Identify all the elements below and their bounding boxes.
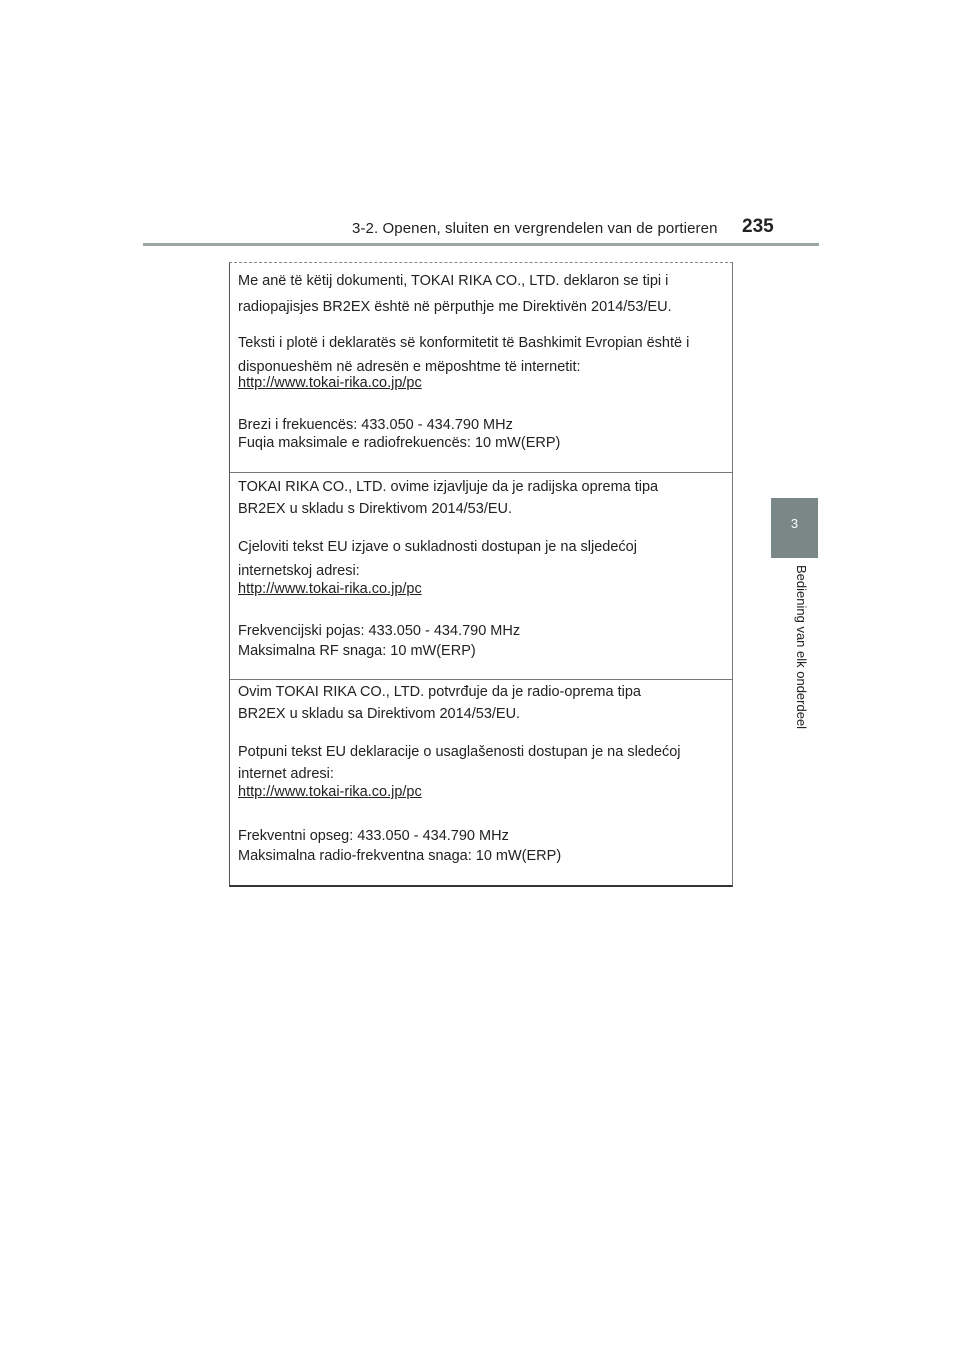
declaration-url-link[interactable]: http://www.tokai-rika.co.jp/pc	[238, 784, 422, 800]
declaration-line: disponueshëm në adresën e mëposhtme të internetit:	[238, 359, 581, 375]
declaration-line: Me anë të këtij dokumenti, TOKAI RIKA CO., LTD. deklaron se tipi i	[238, 273, 669, 289]
declaration-line: Potpuni tekst EU deklaracije o usaglašenosti dostupan je na sledećoj	[238, 744, 681, 760]
declaration-url-link[interactable]: http://www.tokai-rika.co.jp/pc	[238, 375, 422, 391]
declaration-section-croatian	[230, 472, 732, 680]
page-number: 235	[742, 216, 774, 237]
declaration-line: Teksti i plotë i deklaratës së konformitetit të Bashkimit Evropian është i	[238, 335, 690, 351]
declaration-section-serbian	[230, 679, 732, 886]
declaration-line: radiopajisjes BR2EX është në përputhje me Direktivën 2014/53/EU.	[238, 299, 672, 315]
declaration-line: Frekventni opseg: 433.050 - 434.790 MHz	[238, 828, 509, 844]
declaration-line: Ovim TOKAI RIKA CO., LTD. potvrđuje da je radio-oprema tipa	[238, 684, 641, 700]
chapter-tab: 3	[771, 498, 818, 558]
declaration-line: Brezi i frekuencës: 433.050 - 434.790 MHz	[238, 417, 513, 433]
declaration-line: TOKAI RIKA CO., LTD. ovime izjavljuje da je radijska oprema tipa	[238, 479, 659, 495]
declaration-line: Maksimalna RF snaga: 10 mW(ERP)	[238, 643, 476, 659]
declaration-section-albanian	[230, 263, 732, 472]
declaration-url-link[interactable]: http://www.tokai-rika.co.jp/pc	[238, 581, 422, 597]
declaration-line: internetskoj adresi:	[238, 563, 360, 579]
header-divider	[143, 243, 819, 246]
declaration-line: Cjeloviti tekst EU izjave o sukladnosti dostupan je na sljedećoj	[238, 539, 637, 555]
declaration-line: internet adresi:	[238, 766, 334, 782]
declaration-line: Fuqia maksimale e radiofrekuencës: 10 mW(ERP)	[238, 435, 561, 451]
declaration-line: BR2EX u skladu sa Direktivom 2014/53/EU.	[238, 706, 521, 722]
page-header-title: 3-2. Openen, sluiten en vergrendelen van de portieren	[352, 220, 718, 237]
declaration-line: BR2EX u skladu s Direktivom 2014/53/EU.	[238, 501, 513, 517]
chapter-side-label: Bediening van elk onderdeel	[794, 565, 809, 730]
declaration-line: Frekvencijski pojas: 433.050 - 434.790 MHz	[238, 623, 521, 639]
declaration-scan-box	[229, 262, 733, 887]
declaration-line: Maksimalna radio-frekventna snaga: 10 mW(ERP)	[238, 848, 562, 864]
